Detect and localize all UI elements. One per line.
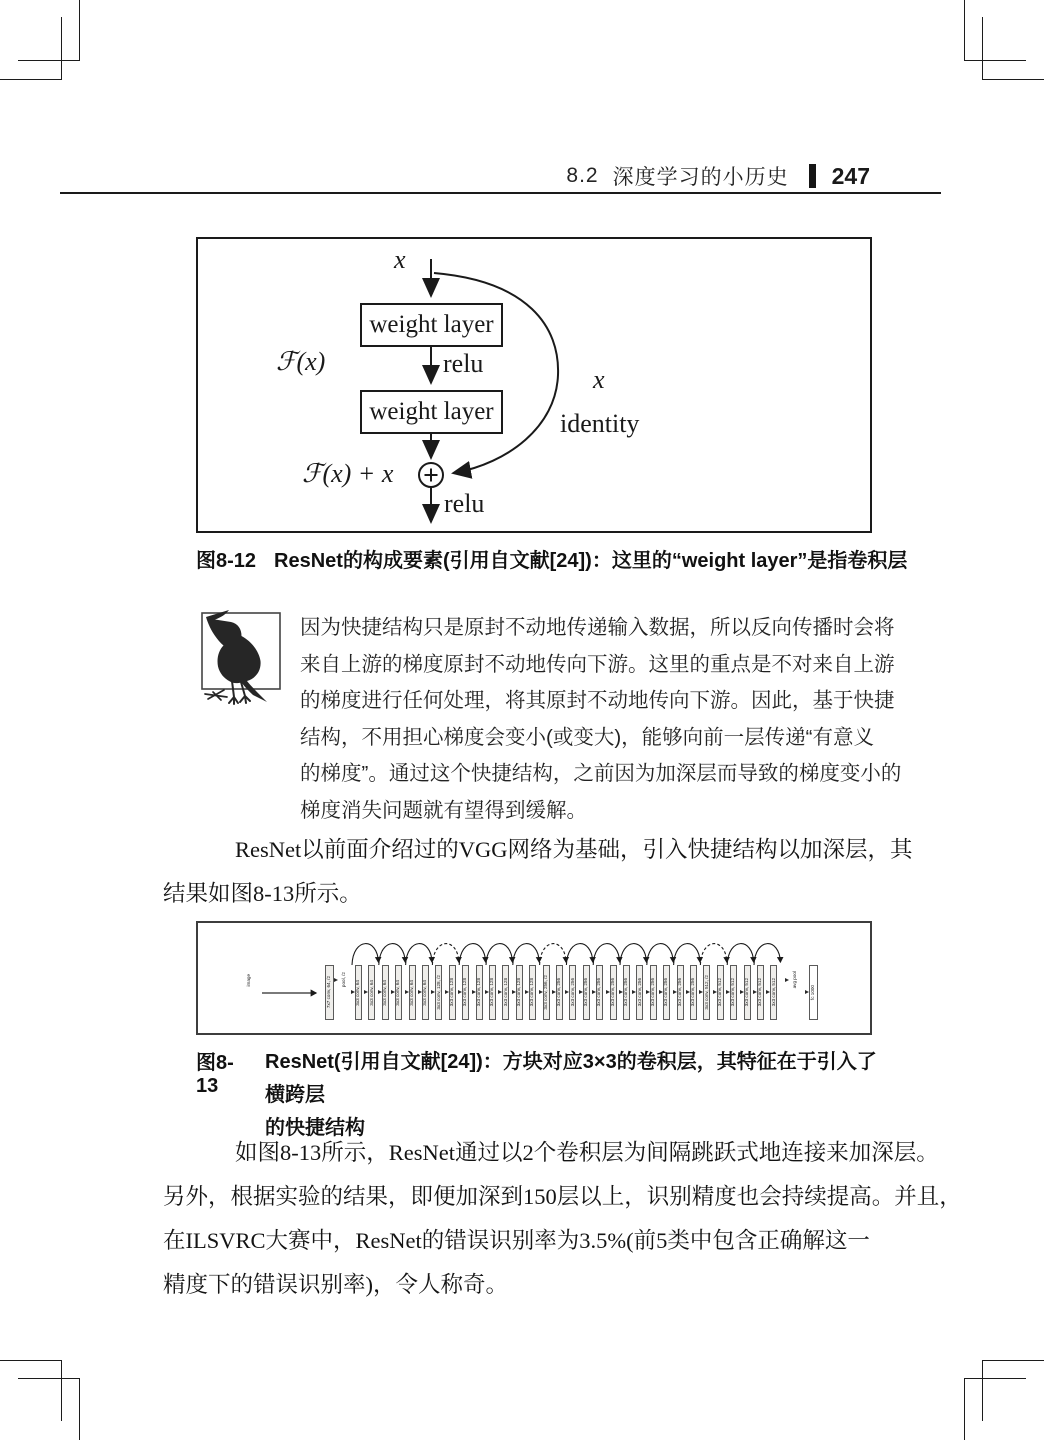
skip-arc — [727, 944, 753, 965]
avg-pool-label: avg pool — [790, 923, 800, 1037]
conv-layer-box: 3x3 conv, 256 — [610, 965, 617, 1020]
conv-layer-box: 3x3 conv, 128 — [502, 965, 509, 1020]
conv-layer-box: 3x3 conv, 128, /2 — [435, 965, 442, 1020]
conv-layer-box: 3x3 conv, 128 — [462, 965, 469, 1020]
skip-arc-dashed — [700, 944, 726, 965]
skip-arc-dashed — [432, 944, 458, 965]
skip-arc — [459, 944, 485, 965]
fx-label: ℱ(x) — [276, 347, 326, 376]
conv-layer-box: 3x3 conv, 64 — [409, 965, 416, 1020]
skip-arc — [406, 944, 432, 965]
relu-out-label: relu — [444, 489, 485, 518]
skip-arc — [513, 944, 539, 965]
skip-arc — [566, 944, 592, 965]
conv-layer-box: 3x3 conv, 256 — [677, 965, 684, 1020]
skip-arc — [486, 944, 512, 965]
conv-layer-box: 3x3 conv, 128 — [449, 965, 456, 1020]
caption-line-2: 的快捷结构 — [265, 1117, 365, 1139]
bird-icon — [193, 602, 293, 706]
skip-arc — [754, 944, 780, 965]
figure-8-12-caption — [196, 544, 907, 573]
paragraph-resnet-result: 如图8-13所示，ResNet通过以2个卷积层为间隔跳跃式地连接来加深层。 另外，根据实验的结果，即便加深到150层以上，识别精度也会持续提高。并且， 在ILSVRC大赛中，ResNet的错误识别率为3.5%(前5类中包含正确解这一 精度下的错误识别率)，令人称奇。 — [163, 1140, 962, 1297]
stem-conv-box: 7x7 conv, 64, /2 — [325, 965, 334, 1020]
fc-box: fc 1000 — [809, 965, 818, 1020]
conv-layer-box: 3x3 conv, 512 — [744, 965, 751, 1020]
skip-arc — [593, 944, 619, 965]
identity-label: identity — [560, 409, 640, 438]
conv-layer-box: 3x3 conv, 256 — [596, 965, 603, 1020]
conv-layer-box: 3x3 conv, 128 — [529, 965, 536, 1020]
conv-layer-box: 3x3 conv, 64 — [422, 965, 429, 1020]
image-input-label: image — [245, 973, 251, 987]
conv-layer-box: 3x3 conv, 512 — [770, 965, 777, 1020]
conv-layer-box: 3x3 conv, 128 — [476, 965, 483, 1020]
paragraph-resnet-vgg: ResNet以前面介绍过的VGG网络为基础，引入快捷结构以加深层，其 结果如图8-13所示。 — [163, 837, 913, 906]
caption-label: 图8-12 — [196, 550, 257, 572]
caption-label: 图8-13 — [196, 1052, 234, 1097]
conv-layer-box: 3x3 conv, 256 — [583, 965, 590, 1020]
conv-layer-box: 3x3 conv, 256 — [569, 965, 576, 1020]
conv-layer-box: 3x3 conv, 512 — [757, 965, 764, 1020]
skip-arc-dashed — [540, 944, 566, 965]
input-x-label: x — [394, 245, 406, 274]
skip-arc — [647, 944, 673, 965]
conv-layer-box: 3x3 conv, 256 — [636, 965, 643, 1020]
page-header — [60, 161, 870, 191]
conv-layer-box: 3x3 conv, 64 — [355, 965, 362, 1020]
conv-layer-box: 3x3 conv, 64 — [395, 965, 402, 1020]
conv-layer-box: 3x3 conv, 256 — [623, 965, 630, 1020]
conv-layer-box: 3x3 conv, 256, /2 — [543, 965, 550, 1020]
conv-layer-box: 3x3 conv, 128 — [489, 965, 496, 1020]
pool-label: pool, /2 — [339, 923, 349, 1037]
fx-plus-x-label: ℱ(x) + x — [302, 459, 394, 488]
figure-8-13 — [196, 921, 872, 1035]
residual-block-arrows — [198, 239, 870, 531]
skip-arc — [352, 944, 378, 965]
conv-layer-box: 3x3 conv, 256 — [690, 965, 697, 1020]
section-number: 8.2 — [566, 164, 599, 187]
conv-layer-box: 3x3 conv, 256 — [650, 965, 657, 1020]
note-text: 因为快捷结构只是原封不动地传递输入数据，所以反向传播时会将 来自上游的梯度原封不动地传向下游。这里的重点是不对来自上游 的梯度进行任何处理，将其原封不动地传向下游。因此，基于快捷 结构，不用担心梯度会变小(或变大)，能够向前一层传递“有意义 的梯度”。通过这个快捷结构，之前因为加深层而导致的梯度变小的 梯度消失问题就有望得到缓解。 — [300, 616, 902, 822]
weight-layer-box-bottom: weight layer — [360, 390, 503, 434]
skip-arc — [379, 944, 405, 965]
relu-mid-label: relu — [443, 349, 484, 378]
conv-layer-box: 3x3 conv, 512 — [717, 965, 724, 1020]
conv-layer-box: 3x3 conv, 512 — [730, 965, 737, 1020]
conv-layer-box: 3x3 conv, 256 — [556, 965, 563, 1020]
caption-text: ResNet的构成要素(引用自文献[24])：这里的“weight layer”是指卷积层 — [274, 550, 908, 572]
page-number: 247 — [831, 162, 870, 189]
conv-layer-box: 3x3 conv, 256 — [663, 965, 670, 1020]
header-bar-icon — [809, 164, 816, 188]
header-rule — [60, 192, 941, 194]
section-title: 深度学习的小历史 — [612, 166, 789, 189]
conv-layer-box: 3x3 conv, 512, /2 — [703, 965, 710, 1020]
caption-line-1: ResNet(引用自文献[24])：方块对应3×3的卷积层，其特征在于引入了横跨层 — [265, 1051, 877, 1106]
conv-layer-box: 3x3 conv, 128 — [516, 965, 523, 1020]
weight-layer-box-top: weight layer — [360, 303, 503, 347]
figure-8-12 — [196, 237, 872, 533]
shortcut-x-label: x — [593, 365, 605, 394]
skip-arc — [620, 944, 646, 965]
skip-arc — [674, 944, 700, 965]
conv-layer-box: 3x3 conv, 64 — [368, 965, 375, 1020]
conv-layer-box: 3x3 conv, 64 — [382, 965, 389, 1020]
